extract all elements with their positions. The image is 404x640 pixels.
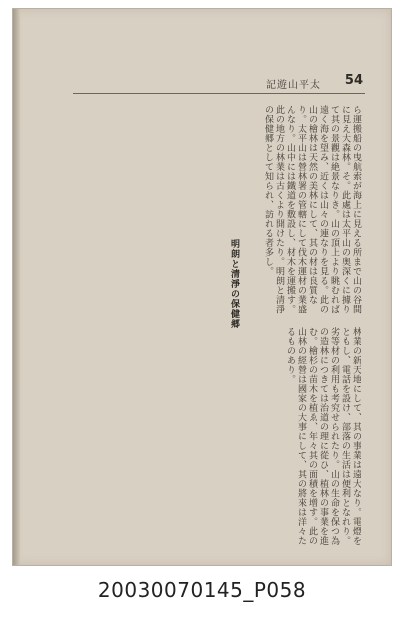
body-text-lower: 林業の新天地にして、其の事業は遠大なり。電燈をともし、電話を設け、部落の生活は便利となれり。劣等材の利用も考究せられたり。山の生命を保つ為の造林につきては治道の理に從ひ、植林の事業を進む。檜杉の苗木を植ゑ、年々其の面積を增す。此の山林の經營は國家の大事にして、其の將來は洋々たるものあり。 (285, 327, 361, 546)
section-heading: 明朗と清淨の保健郷 (229, 239, 239, 329)
body-text-upper: ら運搬船の曳航索が海上に見える所まで山の谷間に見え大森林。そ。此處は太平山の奥深くに據りて其の景觀は絶景なりき。山の頂上より眺むれば遠く海を望み、近くは山々の連なりを見る。此の山の檜林は天然の美林にして、其の材は良質なり。太平山は營林署の管轄にして伐木運材の業盛んなり。山中には鐵道を敷設し、材木を運搬す。此の地方の林業は古くより開けたり。明朗と清淨の保健郷として知られ、訪れる者多し。 (263, 105, 361, 314)
page-number: 54 (344, 73, 363, 88)
book-page (12, 8, 392, 566)
running-header-title: 記遊山平太 (266, 80, 321, 91)
page-id-caption: 20030070145_P058 (97, 578, 307, 602)
header-rule (73, 93, 365, 94)
page-spine (13, 9, 20, 565)
